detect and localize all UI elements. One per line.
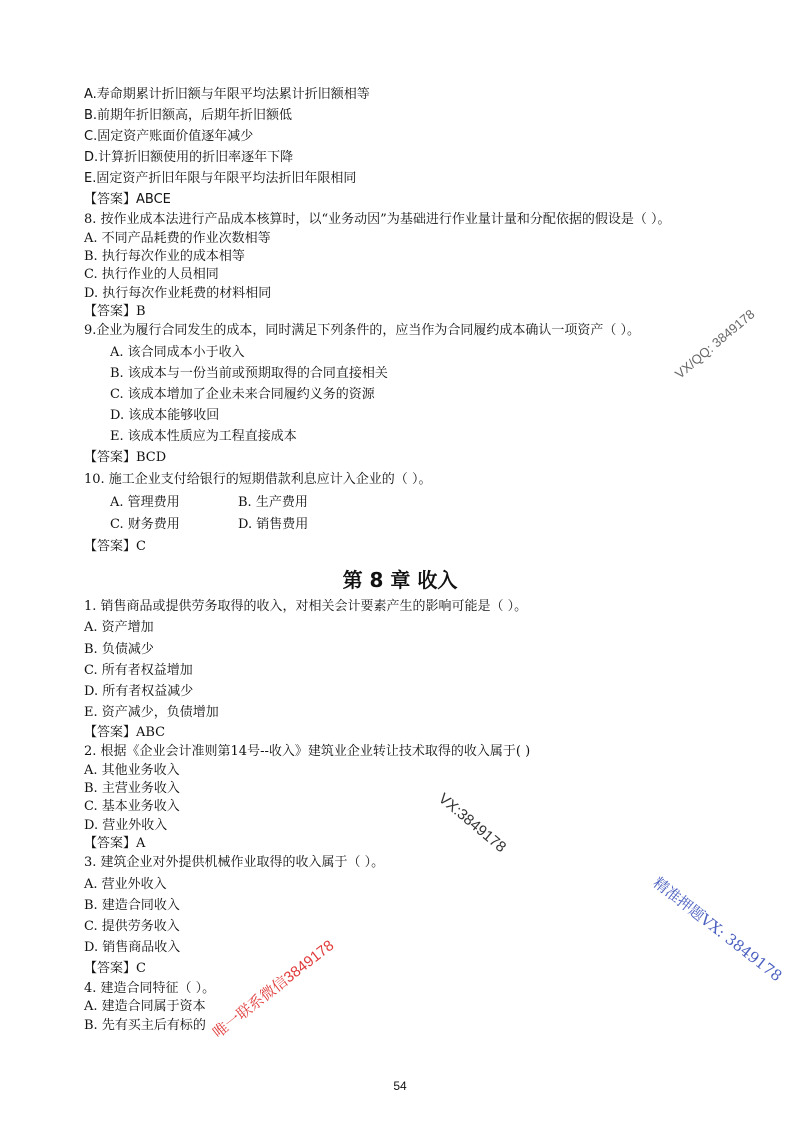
- q10-stem: 10. 施工企业支付给银行的短期借款利息应计入企业的（ ）。: [84, 472, 432, 487]
- c8q3-option-a: A. 营业外收入: [84, 877, 167, 892]
- prev-option-c: C.固定资产账面价值逐年减少: [84, 129, 254, 144]
- prev-option-b: B.前期年折旧额高，后期年折旧额低: [84, 108, 293, 123]
- c8q4-option-a: A. 建造合同属于资本: [84, 999, 206, 1014]
- q9-option-c: C. 该成本增加了企业未来合同履约义务的资源: [110, 387, 375, 402]
- chapter-title: 第 8 章 收入: [342, 568, 458, 592]
- q9-stem: 9.企业为履行合同发生的成本，同时满足下列条件的，应当作为合同履约成本确认一项资产（ ）。: [84, 323, 641, 338]
- c8q2-option-b: B. 主营业务收入: [84, 781, 180, 796]
- q10-answer: 【答案】C: [84, 539, 146, 554]
- c8q1-answer: 【答案】ABC: [84, 725, 166, 740]
- q10-option-d: D. 销售费用: [238, 517, 309, 532]
- watermark-precise-exam: 精准押题VX: 3849178: [649, 873, 786, 986]
- c8q1-option-d: D. 所有者权益减少: [84, 684, 194, 699]
- q9-option-a: A. 该合同成本小于收入: [110, 345, 245, 360]
- c8q2-option-a: A. 其他业务收入: [84, 763, 180, 778]
- c8q1-option-e: E. 资产减少，负债增加: [84, 705, 219, 720]
- prev-option-d: D.计算折旧额使用的折旧率逐年下降: [84, 150, 294, 165]
- c8q4-option-b: B. 先有买主后有标的: [84, 1018, 206, 1033]
- watermark-vx: VX:3849178: [435, 790, 510, 857]
- q8-option-d: D. 执行每次作业耗费的材料相同: [84, 286, 272, 301]
- watermark-wechat: 唯一联系微信3849178: [209, 936, 338, 1042]
- prev-answer: 【答案】ABCE: [84, 192, 171, 207]
- c8q2-option-c: C. 基本业务收入: [84, 799, 180, 814]
- watermark-vx-qq: VX/QQ: 3849178: [672, 306, 758, 382]
- prev-option-e: E.固定资产折旧年限与年限平均法折旧年限相同: [84, 171, 357, 186]
- c8q2-stem: 2. 根据《企业会计准则第14号--收入》建筑业企业转让技术取得的收入属于( ): [84, 744, 531, 759]
- page-number: 54: [393, 1079, 407, 1093]
- q9-option-e: E. 该成本性质应为工程直接成本: [110, 429, 297, 444]
- c8q3-option-d: D. 销售商品收入: [84, 940, 181, 955]
- q8-option-b: B. 执行每次作业的成本相等: [84, 249, 245, 264]
- c8q3-stem: 3. 建筑企业对外提供机械作业取得的收入属于（ ）。: [84, 855, 385, 870]
- q10-option-b: B. 生产费用: [238, 495, 308, 510]
- c8q1-option-c: C. 所有者权益增加: [84, 663, 193, 678]
- q9-option-d: D. 该成本能够收回: [110, 408, 220, 423]
- prev-option-a: A.寿命期累计折旧额与年限平均法累计折旧额相等: [84, 87, 370, 102]
- q10-option-c: C. 财务费用: [110, 517, 180, 532]
- c8q3-option-b: B. 建造合同收入: [84, 898, 180, 913]
- q8-answer: 【答案】B: [84, 304, 146, 319]
- q8-option-c: C. 执行作业的人员相同: [84, 267, 219, 282]
- q8-option-a: A. 不同产品耗费的作业次数相等: [84, 231, 271, 246]
- c8q1-option-a: A. 资产增加: [84, 620, 154, 635]
- c8q2-answer: 【答案】A: [84, 836, 146, 851]
- c8q1-stem: 1. 销售商品或提供劳务取得的收入，对相关会计要素产生的影响可能是（ ）。: [84, 599, 528, 614]
- c8q2-option-d: D. 营业外收入: [84, 818, 168, 833]
- q8-stem: 8. 按作业成本法进行产品成本核算时，以“业务动因”为基础进行作业量计量和分配依据的假设是（ ）。: [84, 212, 671, 227]
- c8q1-option-b: B. 负债减少: [84, 642, 154, 657]
- q9-answer: 【答案】BCD: [84, 450, 167, 465]
- c8q3-answer: 【答案】C: [84, 961, 146, 976]
- q10-option-a: A. 管理费用: [110, 495, 180, 510]
- c8q4-stem: 4. 建造合同特征（ ）。: [84, 981, 216, 996]
- c8q3-option-c: C. 提供劳务收入: [84, 919, 180, 934]
- q9-option-b: B. 该成本与一份当前或预期取得的合同直接相关: [110, 366, 388, 381]
